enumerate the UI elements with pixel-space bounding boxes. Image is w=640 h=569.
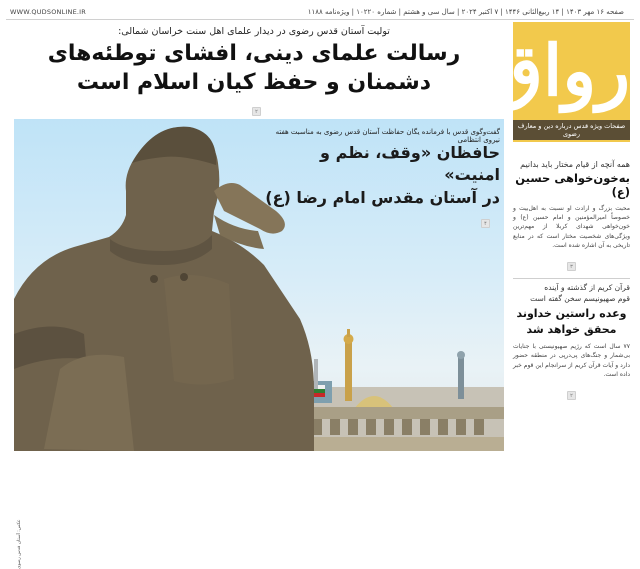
side-story-2[interactable] [513,283,630,401]
side-story-2-kicker-line1: قرآن کریم از گذشته و آینده [544,283,630,293]
side-story-1-page-ref[interactable]: ۳ [567,262,576,271]
side-story-1[interactable] [513,160,630,272]
issue-info: صفحه ۱۶ مهر ۱۴۰۳ | ۱۴ ربیع‌الثانی ۱۴۴۶ | ۷ اکتبر ۲۰۲۴ | سال سی و هشتم | شماره ۱۰۲۲۰ | ویژه‌نامه ۱۱۸۸ [307,8,624,16]
website-link[interactable]: WWW.QUDSONLINE.IR [10,8,86,16]
top-strip [6,8,634,20]
feature-kicker: گفت‌وگوی قدس با فرمانده یگان حفاظت آستان قدس رضوی به مناسبت هفته نیروی انتظامی [275,128,500,144]
side-divider [513,278,630,279]
side-story-1-body: محبت بزرگ و ارادت او نسبت به اهل‌بیت و خصوصاً امیرالمؤمنین و امام حسین (ع) و خون‌خواهی شهدای کربلا از مهم‌ترین ویژگی‌های شخصیت مختار است که در منابع تاریخی به آن اشاره شده است. [513,204,630,249]
main-headline-line2: دشمنان و حفظ کیان اسلام است [76,69,432,95]
main-kicker: تولیت آستان قدس رضوی در دیدار علمای اهل سنت خراسان شمالی: [118,26,390,37]
feature-page-ref-badge[interactable]: ۴ [481,219,490,228]
photo-credit: عکس: آستان قدس رضوی [17,519,22,569]
side-story-2-headline-line2: محقق خواهد شد [526,323,617,337]
side-story-1-headline: به‌خون‌خواهی حسین (ع) [515,171,630,200]
side-story-1-kicker: همه آنچه از قیام مختار باید بدانیم [520,160,630,169]
masthead [488,22,630,142]
side-story-2-headline-line1: وعده راستین خداوند [516,307,627,321]
masthead-logo: رواق [488,29,630,112]
side-story-2-kicker-line2: قوم صهیونیسم سخن گفته است [530,293,630,303]
feature-headline-line1: حافظان «وقف، نظم و امنیت» [320,143,500,185]
feature-headline-line2: در آستان مقدس امام رضا (ع) [265,187,500,207]
side-story-2-body: ۷۷ سال است که رژیم صهیونیستی با جنایات بی‌شمار و جنگ‌های پی‌درپی در منطقه حضور دارد و آیات قرآن کریم از سرانجام این قوم خبر داده است. [513,343,630,378]
feature-headline[interactable] [260,142,500,209]
side-column [513,146,630,451]
side-story-2-page-ref[interactable]: ۲ [567,391,576,400]
main-headline-line1: رسالت علمای دینی، افشای توطئه‌های [47,41,461,66]
masthead-tagline: صفحات ویژه قدس درباره دین و معارف رضوی [513,120,630,140]
main-headline[interactable] [14,40,494,97]
main-page-ref-badge[interactable]: ۲ [252,107,261,116]
